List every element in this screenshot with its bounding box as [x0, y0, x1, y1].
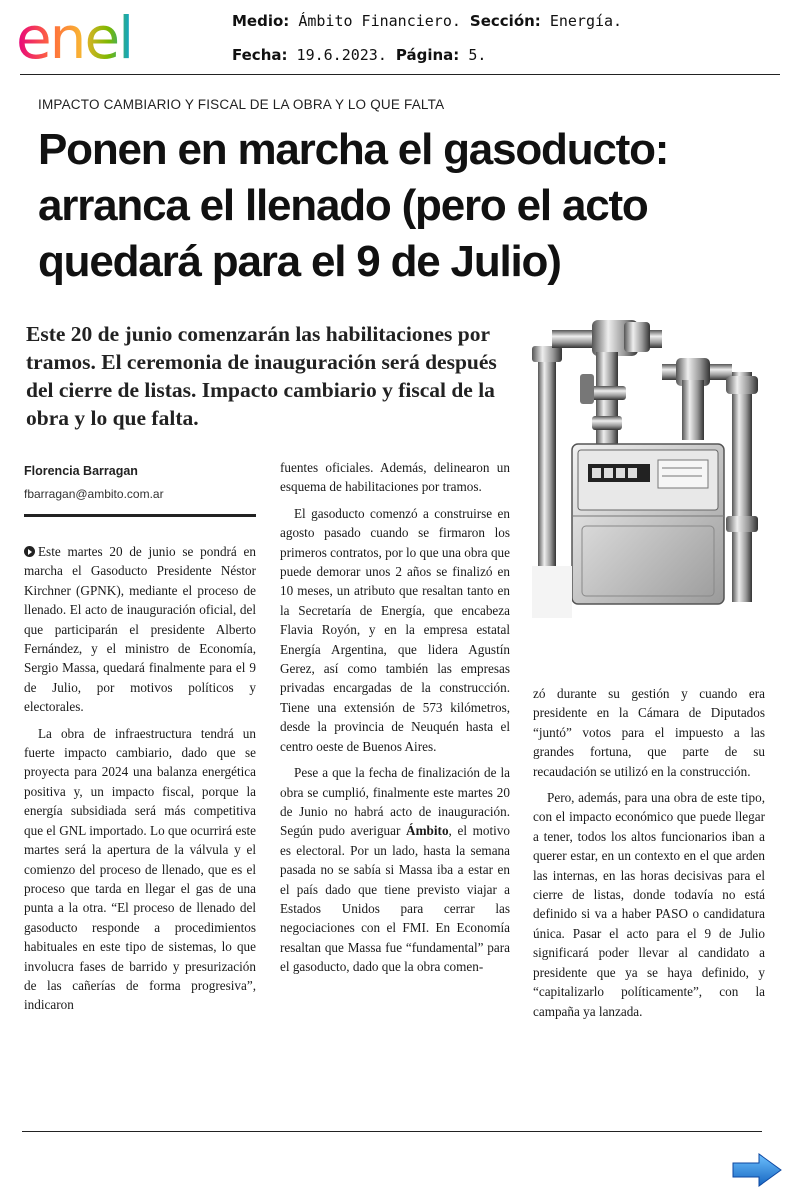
paragraph: [280, 763, 510, 976]
paragraph: [24, 542, 256, 717]
paragraph-text: , el motivo es electoral. Por un lado, hasta la semana pasada no se sabía si Massa iba a estar en el país dado que tiene previsto viajar a Estados Unidos para cerrar las negociaciones con el FMI. En Economía resaltan que Massa fue “fundamental” para el gasoducto, dado que la obra comen-: [280, 823, 510, 975]
author-name: Florencia Barragan: [24, 464, 138, 478]
paragraph: zó durante su gestión y cuando era presidente en la Cámara de Diputados “juntó” votos para el impuesto a las grandes fortuna, que parte de su recaudación se utilizó en la construcción.: [533, 686, 765, 779]
logo-wordmark: enel: [16, 6, 133, 70]
medio-value: Ámbito Financiero.: [298, 12, 461, 30]
footer-divider: [22, 1131, 762, 1132]
author-divider: [24, 514, 256, 517]
fecha-label: Fecha:: [232, 46, 288, 64]
article-column-2: [280, 458, 510, 984]
paragraph-text: Pese a que la fecha de finalización de la obra se cumplió, finalmente este martes 20 de Junio no habrá acto de inauguración. Según pudo averiguar: [280, 765, 510, 839]
header-divider: [20, 74, 780, 75]
gas-meter-photo: [532, 316, 768, 618]
meta-line-1: [232, 4, 622, 38]
paragraph: La obra de infraestructura tendrá un fuerte impacto cambiario, dado que se proyecta para 2024 una balanza energética positiva y, un impacto fiscal, porque la energía subsidiada será más competitiva que el GNL importado. Lo que ocurrirá este martes será la apertura de la válvula y el comienzo del proceso de llenado, que es el proceso que tarda en llegar el gas de una punta a la otra. “El proceso de llenado del gasoducto responde a procedimientos habituales en este tipo de sistemas, lo que involucra fases de barrido y presurización de las cañerías de forma progresiva”, indicaron: [24, 725, 256, 1013]
article-column-1: [24, 542, 256, 1022]
enel-logo: [14, 6, 184, 70]
article-column-3: [533, 684, 765, 1028]
article-subhead: Este 20 de junio comenzarán las habilitaciones por tramos. El ceremonia de inauguración será después del cierre de listas. Impacto cambiario y fiscal de la obra y lo que falta.: [26, 322, 497, 430]
meta-line-2: [232, 38, 622, 72]
pagina-value: 5.: [468, 46, 487, 64]
next-page-button[interactable]: [731, 1152, 783, 1188]
author-email: fbarragan@ambito.com.ar: [24, 487, 164, 501]
article-kicker: IMPACTO CAMBIARIO Y FISCAL DE LA OBRA Y LO QUE FALTA: [38, 97, 445, 112]
paragraph: Pero, además, para una obra de este tipo, con el impacto económico que puede llegar a tener, todos los altos funcionarios iban a querer estar, en un contexto en el que arden las internas, en las horas decisivas para el cierre de listas, donde todavía no está definido si va a haber PASO o candidatura única. Pasar el acto para el 9 de Julio significará poder llevar al candidato a presidente que ya se haya definido, y “capitalizarlo políticamente”, con la campaña ya lanzada.: [533, 790, 765, 1019]
paragraph: fuentes oficiales. Además, delinearon un esquema de habilitaciones por tramos.: [280, 460, 510, 495]
source-metadata: [232, 4, 622, 72]
paragraph-text: Este martes 20 de junio se pondrá en marcha el Gasoducto Presidente Néstor Kirchner (GPNK), mediante el proceso de llenado. El acto de inauguración oficial, del que participarán el presidente Alberto Fernández, y el ministro de Economía, Sergio Massa, quedará finalmente para el 9 de Julio, por motivos políticos y electorales.: [24, 544, 256, 715]
fecha-value: 19.6.2023.: [296, 46, 387, 64]
seccion-value: Energía.: [549, 12, 623, 30]
publication-name: Ámbito: [406, 823, 449, 839]
article-headline: Ponen en marcha el gasoducto: arranca el llenado (pero el acto quedará para el 9 de Julio): [38, 125, 669, 286]
arrow-right-icon: [731, 1152, 783, 1188]
paragraph: El gasoducto comenzó a construirse en agosto pasado cuando se firmaron los primeros contratos, por lo que una obra que puede demorar unos 2 años se finalizó en 10 meses, un atributo que resaltan tanto en la Secretaría de Energía, que encabeza Flavia Royón, y en la empresa estatal Energía Argentina, que lidera Agustín Gerez, así como también las empresas privadas encargadas de la construcción. Tiene una extensión de 573 kilómetros, desde la provincia de Neuquén hasta el centro oeste de Buenos Aires.: [280, 505, 510, 754]
play-bullet-icon: [24, 546, 35, 557]
medio-label: Medio:: [232, 12, 290, 30]
pagina-label: Página:: [395, 46, 460, 64]
seccion-label: Sección:: [469, 12, 541, 30]
gas-meter-illustration: [532, 316, 768, 618]
